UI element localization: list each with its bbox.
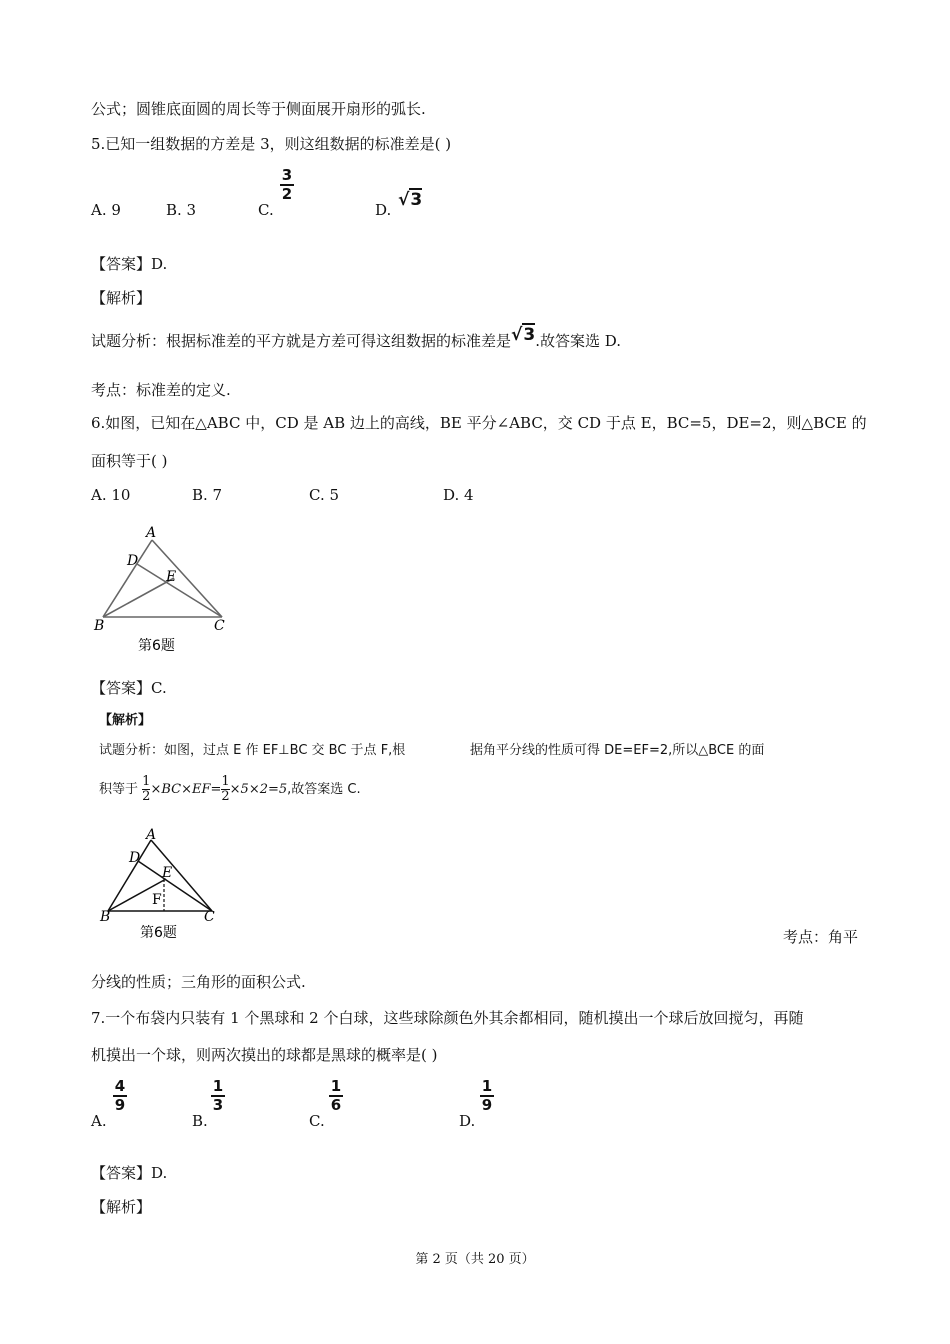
page-footer: 第 2 页（共 20 页） bbox=[415, 1252, 535, 1267]
q6-option-c: C. 5 bbox=[309, 486, 340, 504]
label-a: A bbox=[146, 827, 157, 843]
label-d: D bbox=[127, 553, 139, 569]
q6-figure bbox=[90, 522, 240, 657]
numerator: 4 bbox=[114, 1077, 126, 1095]
label-e: E bbox=[162, 865, 173, 881]
label-a: A bbox=[146, 525, 157, 541]
numerator: 1 bbox=[221, 774, 230, 789]
denominator: 6 bbox=[330, 1096, 342, 1114]
q6-analysis-label: 【解析】 bbox=[99, 713, 152, 728]
q7-answer: 【答案】D. bbox=[91, 1164, 168, 1182]
q7-option-d-label: D. bbox=[459, 1112, 476, 1130]
q6-kaodian-part1: 考点：角平 bbox=[783, 928, 859, 946]
analysis-text-end: .故答案选 D. bbox=[535, 332, 621, 350]
denominator: 9 bbox=[114, 1096, 126, 1114]
label-b: B bbox=[94, 618, 105, 634]
label-f: F bbox=[152, 892, 162, 908]
q5-option-d-label: D. bbox=[375, 201, 392, 219]
denominator: 2 bbox=[221, 789, 230, 804]
expression-2: ×5×2=5 bbox=[229, 782, 288, 797]
label-c: C bbox=[204, 909, 215, 925]
q6-option-d: D. 4 bbox=[443, 486, 474, 504]
analysis-sqrt: √3 bbox=[511, 325, 536, 345]
q6-option-b: B. 7 bbox=[192, 486, 223, 504]
numerator: 1 bbox=[142, 774, 151, 789]
q7-option-a-label: A. bbox=[91, 1112, 107, 1130]
numerator: 1 bbox=[212, 1077, 224, 1095]
figure-caption: 第6题 bbox=[140, 925, 177, 941]
q6-stem-line1: 6.如图，已知在△ABC 中，CD 是 AB 边上的高线，BE 平分∠ABC，交 CD 于点 E，BC=5，DE=2，则△BCE 的 bbox=[91, 414, 867, 432]
q5-answer: 【答案】D. bbox=[91, 255, 168, 273]
q7-stem-line1: 7.一个布袋内只装有 1 个黑球和 2 个白球，这些球除颜色外其余都相同，随机摸出一个球后放回搅匀，再随 bbox=[91, 1009, 804, 1027]
numerator: 1 bbox=[330, 1077, 342, 1095]
analysis-text-end: ,故答案选 C. bbox=[287, 782, 361, 797]
q5-option-c-fraction bbox=[280, 168, 294, 202]
formula-note: 公式；圆锥底面圆的周长等于侧面展开扇形的弧长. bbox=[91, 100, 426, 118]
q7-analysis-label: 【解析】 bbox=[91, 1198, 152, 1216]
q6-analysis-line2 bbox=[99, 773, 361, 807]
numerator: 1 bbox=[481, 1077, 493, 1095]
q6-analysis-figure bbox=[96, 826, 226, 946]
q7-option-b-label: B. bbox=[192, 1112, 208, 1130]
analysis-text: 试题分析：根据标准差的平方就是方差可得这组数据的标准差是 bbox=[91, 332, 512, 350]
q5-kaodian: 考点：标准差的定义. bbox=[91, 381, 231, 399]
expression-1: ×BC×EF= bbox=[150, 782, 222, 797]
q7-option-c-fraction bbox=[329, 1079, 343, 1113]
q7-option-d-fraction bbox=[480, 1079, 494, 1113]
label-d: D bbox=[129, 850, 141, 866]
q6-analysis-line1b: 据角平分线的性质可得 DE=EF=2,所以△BCE 的面 bbox=[470, 743, 765, 758]
label-b: B bbox=[100, 909, 111, 925]
denominator: 2 bbox=[142, 789, 151, 804]
q5-analysis bbox=[91, 325, 621, 351]
q7-option-c-label: C. bbox=[309, 1112, 325, 1130]
q5-option-c-label: C. bbox=[258, 201, 274, 219]
radicand: 3 bbox=[410, 190, 423, 210]
q5-stem: 5.已知一组数据的方差是 3，则这组数据的标准差是( ) bbox=[91, 135, 452, 153]
q6-analysis-line1a: 试题分析：如图，过点 E 作 EF⊥BC 交 BC 于点 F,根 bbox=[99, 743, 406, 758]
q5-option-d-sqrt: √3 bbox=[398, 190, 423, 210]
denominator: 3 bbox=[212, 1096, 224, 1114]
q7-stem-line2: 机摸出一个球，则两次摸出的球都是黑球的概率是( ) bbox=[91, 1046, 438, 1064]
numerator: 3 bbox=[281, 166, 293, 184]
q7-option-b-fraction bbox=[211, 1079, 225, 1113]
half-fraction-2 bbox=[221, 775, 229, 804]
figure-caption: 第6题 bbox=[138, 638, 175, 654]
q6-answer: 【答案】C. bbox=[91, 679, 167, 697]
q5-analysis-label: 【解析】 bbox=[91, 289, 152, 307]
q7-option-a-fraction bbox=[113, 1079, 127, 1113]
q5-option-a: A. 9 bbox=[91, 201, 121, 219]
denominator: 9 bbox=[481, 1096, 493, 1114]
q5-option-b: B. 3 bbox=[166, 201, 197, 219]
label-c: C bbox=[214, 618, 225, 634]
radicand: 3 bbox=[523, 325, 536, 345]
q6-option-a: A. 10 bbox=[91, 486, 131, 504]
denominator: 2 bbox=[281, 185, 293, 203]
q6-stem-line2: 面积等于( ) bbox=[91, 452, 168, 470]
q6-kaodian-part2: 分线的性质；三角形的面积公式. bbox=[91, 973, 306, 991]
analysis-text: 积等于 bbox=[99, 782, 139, 797]
label-e: E bbox=[166, 569, 177, 585]
